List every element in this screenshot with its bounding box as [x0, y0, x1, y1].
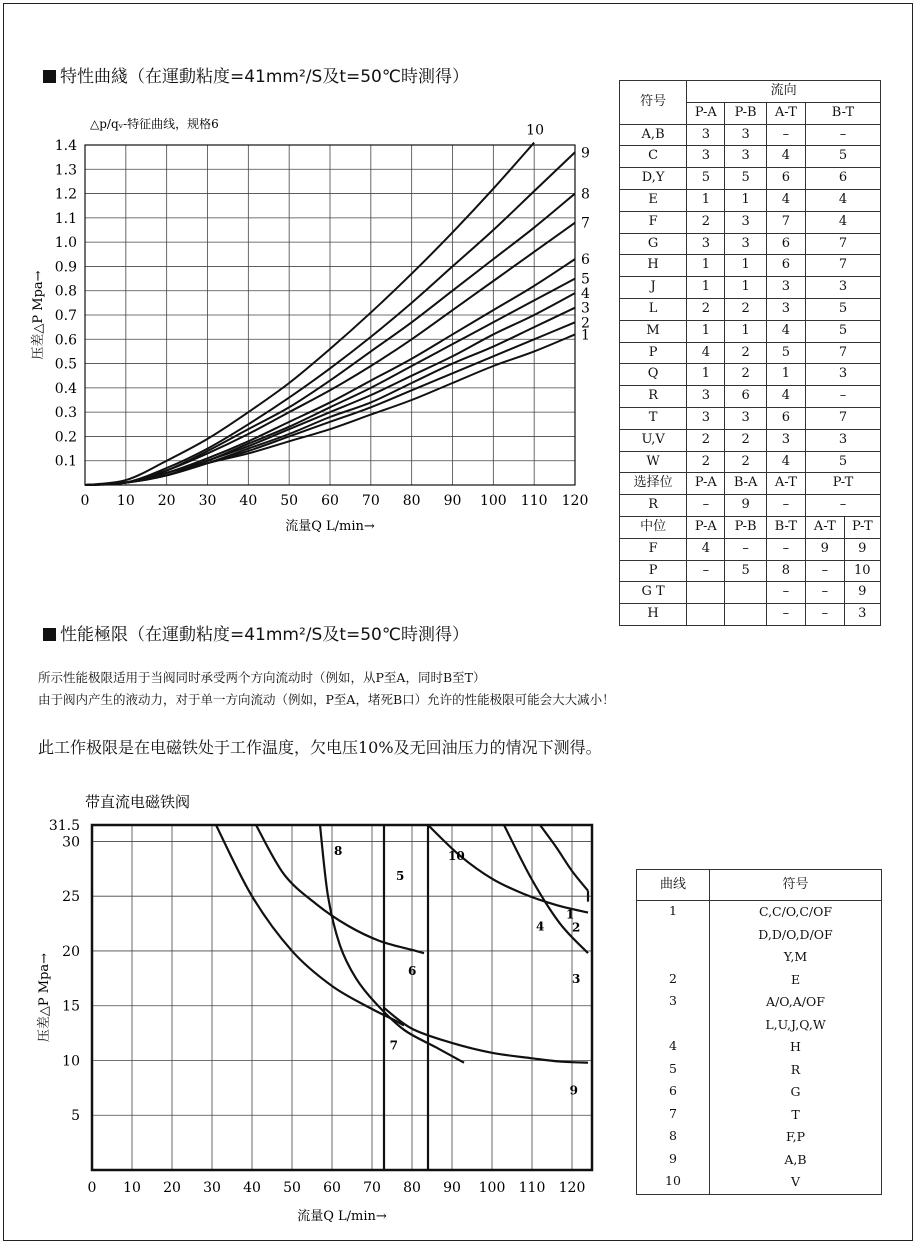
chart1-xtick: 80	[402, 493, 421, 509]
chart1-series-label: 6	[581, 252, 590, 269]
flow-table-cell: 6	[806, 168, 881, 190]
chart1-ytick: 0.9	[54, 259, 77, 276]
chart1-series-label: 10	[526, 122, 544, 139]
flow-table-col-header: P-B	[725, 102, 766, 124]
flow-table-cell: 3	[687, 233, 725, 255]
chart2-ylabel: 压差△P Mpa→	[37, 952, 52, 1043]
curve-number-cell: 6	[637, 1081, 710, 1104]
chart2-series-label: 1	[566, 907, 575, 922]
chart1-ytick: 0.3	[54, 405, 77, 422]
flow-table-cell: A,B	[620, 124, 687, 146]
flow-table-cell: L	[620, 298, 687, 320]
flow-table-row	[620, 407, 881, 429]
mid-cell: 3	[844, 604, 880, 626]
chart1-series-label: 1	[581, 327, 590, 344]
flow-table-cell: 6	[766, 233, 805, 255]
chart1-xtick: 40	[239, 493, 258, 509]
flow-table-cell: T	[620, 407, 687, 429]
chart2-series-7	[216, 825, 404, 1025]
flow-table-cell: 5	[766, 342, 805, 364]
flow-table-cell: 4	[766, 320, 805, 342]
curve-symbol-cell: T	[710, 1104, 882, 1127]
section2-title: 性能極限（在運動粘度=41mm²/S及t=50℃時測得）	[60, 625, 469, 645]
chart1-ytick: 1.2	[54, 186, 77, 203]
flow-table-cell: 2	[687, 211, 725, 233]
flow-table-row	[620, 124, 881, 146]
section2-heading	[43, 620, 469, 645]
curve-table-row	[637, 1059, 882, 1082]
flow-table-cell: 3	[766, 429, 805, 451]
flow-table-col-header: P-A	[687, 102, 725, 124]
chart2-series-label: 8	[334, 844, 343, 858]
chart2-series-label: 10	[448, 849, 465, 863]
flow-table-cell: R	[620, 386, 687, 408]
chart2-xtick: 60	[323, 1180, 341, 1196]
curve-number-cell: 10	[637, 1171, 710, 1194]
chart1-ytick: 1.0	[54, 235, 77, 252]
mid-cell: –	[766, 538, 805, 560]
flow-table-row	[620, 298, 881, 320]
flow-table-row	[620, 429, 881, 451]
chart2-xtick: 80	[403, 1180, 421, 1196]
chart2-ytick: 15	[62, 998, 80, 1015]
select-head-cell: B-A	[725, 473, 766, 495]
mid-cell: 10	[844, 560, 880, 582]
curve-symbol-cell: A,B	[710, 1149, 882, 1172]
flow-table-cell: F	[620, 211, 687, 233]
curve-symbol-cell: H	[710, 1036, 882, 1059]
flow-table-cell: 2	[725, 364, 766, 386]
flow-table-cell: 7	[766, 211, 805, 233]
flow-table-cell: 5	[806, 320, 881, 342]
chart1-series-label: 4	[581, 286, 590, 303]
flow-table-cell: 3	[687, 146, 725, 168]
flow-table-col-header: B-T	[806, 102, 881, 124]
chart1-subtitle: △p/qᵥ-特征曲线，规格6	[90, 117, 219, 131]
mid-head-cell: 中位	[620, 516, 687, 538]
chart1-xtick: 70	[361, 493, 380, 509]
curve-symbol-cell: F,P	[710, 1126, 882, 1149]
mid-cell: –	[806, 582, 845, 604]
chart1-ylabel: 压差△P Mpa→	[31, 270, 46, 360]
flow-table-cell: 3	[725, 211, 766, 233]
chart1-xtick: 0	[80, 493, 90, 509]
flow-direction-table	[619, 80, 881, 626]
chart1-xtick: 120	[561, 493, 589, 509]
flow-table-cell: 7	[806, 233, 881, 255]
chart2-ytick: 5	[71, 1108, 80, 1125]
curve-table-row	[637, 1171, 882, 1194]
select-head-cell: P-T	[806, 473, 881, 495]
flow-table-row	[620, 451, 881, 473]
curve-table-header-row	[637, 870, 882, 901]
flow-table-cell: 1	[725, 320, 766, 342]
flow-table-cell: 3	[725, 124, 766, 146]
curve-table-row	[637, 991, 882, 1036]
chart2-xtick: 30	[203, 1180, 221, 1196]
flow-table-cell: –	[766, 124, 805, 146]
curve-table-row	[637, 1081, 882, 1104]
chart1-xtick: 30	[198, 493, 217, 509]
characteristic-chart	[20, 115, 620, 535]
mid-cell: 8	[766, 560, 805, 582]
mid-row	[620, 604, 881, 626]
flow-table-cell: 2	[687, 451, 725, 473]
flow-table-cell: 1	[725, 255, 766, 277]
curve-number-cell: 8	[637, 1126, 710, 1149]
square-bullet-icon	[43, 628, 56, 641]
flow-table-cell: 6	[766, 255, 805, 277]
square-bullet-icon	[43, 70, 56, 83]
flow-table-cell: 1	[725, 189, 766, 211]
chart2-xtick: 10	[123, 1180, 141, 1196]
flow-table-cell: 5	[725, 168, 766, 190]
curve-table-header: 符号	[710, 870, 882, 901]
flow-table-cell: 4	[766, 386, 805, 408]
mid-head-cell: P-B	[725, 516, 766, 538]
flow-table-row	[620, 386, 881, 408]
flow-table-row	[620, 277, 881, 299]
select-head-cell: A-T	[766, 473, 805, 495]
flow-table-cell: E	[620, 189, 687, 211]
chart1-ytick: 1.4	[54, 138, 77, 154]
curve-number-cell: 3	[637, 991, 710, 1036]
flow-table-cell: 2	[725, 298, 766, 320]
curve-number-cell: 4	[637, 1036, 710, 1059]
chart2-title: 带直流电磁铁阀	[85, 793, 191, 811]
flow-table-direction-header: 流向	[687, 81, 881, 103]
flow-table-cell: 7	[806, 342, 881, 364]
mid-row	[620, 560, 881, 582]
mid-cell	[687, 582, 725, 604]
flow-table-row	[620, 146, 881, 168]
chart1-series-label: 8	[581, 186, 590, 203]
curve-symbol-cell: R	[710, 1059, 882, 1082]
flow-table-cell: 3	[687, 407, 725, 429]
curve-table-row	[637, 1104, 882, 1127]
flow-table-row	[620, 255, 881, 277]
chart1-xtick: 20	[157, 493, 176, 509]
chart2-xtick: 0	[87, 1180, 97, 1196]
mid-cell: –	[766, 604, 805, 626]
flow-table-cell: 3	[806, 429, 881, 451]
flow-table-cell: 1	[687, 189, 725, 211]
flow-table-cell: 2	[725, 342, 766, 364]
mid-cell: 9	[806, 538, 845, 560]
flow-table-header-row	[620, 81, 881, 103]
flow-table-cell: 4	[766, 451, 805, 473]
flow-table-cell: 2	[725, 451, 766, 473]
mid-cell: 9	[844, 582, 880, 604]
mid-row	[620, 538, 881, 560]
flow-table-cell: M	[620, 320, 687, 342]
flow-table-cell: G	[620, 233, 687, 255]
mid-cell: –	[806, 604, 845, 626]
chart1-ytick: 0.2	[54, 429, 77, 446]
mid-head-cell: B-T	[766, 516, 805, 538]
flow-table-cell: 4	[687, 342, 725, 364]
curve-symbol-cell: A/O,A/OF L,U,J,Q,W	[710, 991, 882, 1036]
chart2-series-label: 7	[389, 1038, 398, 1053]
chart1-ytick: 0.1	[54, 453, 77, 470]
limit-note-2: 由于阀内产生的液动力，对于单一方向流动（例如，P至A，堵死B口）允许的性能极限可能会大大减小！	[38, 692, 615, 707]
flow-table-cell: P	[620, 342, 687, 364]
chart2-ytick: 25	[62, 889, 80, 906]
flow-table-cell: 3	[687, 386, 725, 408]
flow-table-row	[620, 211, 881, 233]
chart1-ytick: 1.1	[54, 210, 77, 227]
curve-number-cell: 5	[637, 1059, 710, 1082]
curve-table-row	[637, 1036, 882, 1059]
mid-cell: 5	[725, 560, 766, 582]
mid-cell	[725, 582, 766, 604]
flow-table-cell: C	[620, 146, 687, 168]
flow-table-cell: U,V	[620, 429, 687, 451]
flow-table-cell: 6	[725, 386, 766, 408]
limit-note-1: 所示性能极限适用于当阀同时承受两个方向流动时（例如，从P至A，同时B至T）	[38, 670, 486, 685]
flow-table-row	[620, 233, 881, 255]
select-head-cell: 选择位	[620, 473, 687, 495]
chart2-ytick: 30	[62, 834, 80, 851]
flow-table-cell: 1	[687, 277, 725, 299]
flow-table-cell: 1	[687, 255, 725, 277]
curve-symbol-cell: E	[710, 969, 882, 992]
mid-cell: F	[620, 538, 687, 560]
chart1-series-label: 5	[581, 271, 590, 288]
flow-table-cell: W	[620, 451, 687, 473]
flow-table-cell: 2	[725, 429, 766, 451]
flow-table-row	[620, 364, 881, 386]
performance-limit-chart	[20, 785, 620, 1245]
chart2-xtick: 40	[243, 1180, 261, 1196]
mid-cell: 9	[844, 538, 880, 560]
mid-cell: –	[687, 560, 725, 582]
flow-table-cell: 6	[766, 407, 805, 429]
section1-title: 特性曲綫（在運動粘度=41mm²/S及t=50℃時測得）	[60, 67, 469, 87]
mid-cell: –	[806, 560, 845, 582]
mid-head-cell: P-A	[687, 516, 725, 538]
chart1-ytick: 0.7	[54, 308, 77, 324]
flow-table-cell: 1	[725, 277, 766, 299]
flow-table-row	[620, 342, 881, 364]
select-cell: 9	[725, 495, 766, 517]
chart2-xtick: 120	[558, 1180, 586, 1196]
flow-table-cell: 3	[725, 233, 766, 255]
flow-table-symbol-header: 符号	[620, 81, 687, 125]
flow-table-cell: Q	[620, 364, 687, 386]
chart2-plot-border	[92, 825, 592, 1170]
flow-table-cell: 5	[806, 298, 881, 320]
chart1-series-label: 9	[581, 145, 590, 162]
flow-table-cell: D,Y	[620, 168, 687, 190]
flow-table-cell: J	[620, 277, 687, 299]
chart1-ytick: 1.3	[54, 162, 77, 179]
flow-table-cell: 5	[687, 168, 725, 190]
mid-row	[620, 582, 881, 604]
flow-table-cell: 3	[806, 277, 881, 299]
chart2-ytick: 20	[62, 943, 80, 960]
curve-table-row	[637, 1126, 882, 1149]
mid-cell: H	[620, 604, 687, 626]
curve-symbol-table	[636, 869, 882, 1195]
select-cell: –	[687, 495, 725, 517]
section1-heading	[43, 62, 469, 87]
mid-cell: P	[620, 560, 687, 582]
chart2-series-label: 2	[572, 920, 581, 935]
mid-cell: 4	[687, 538, 725, 560]
chart1-series-label: 2	[581, 315, 590, 332]
curve-number-cell: 2	[637, 969, 710, 992]
mid-head-row	[620, 516, 881, 538]
curve-table-row	[637, 1149, 882, 1172]
flow-table-cell: 7	[806, 255, 881, 277]
chart2-xtick: 110	[518, 1180, 546, 1196]
select-cell: –	[766, 495, 805, 517]
flow-table-cell: 3	[687, 124, 725, 146]
chart2-xtick: 90	[443, 1180, 461, 1196]
flow-table-cell: 5	[806, 451, 881, 473]
chart1-xtick: 50	[280, 493, 299, 509]
mid-head-cell: A-T	[806, 516, 845, 538]
chart1-xtick: 60	[321, 493, 339, 509]
curve-symbol-cell: G	[710, 1081, 882, 1104]
flow-table-cell: 1	[766, 364, 805, 386]
chart1-xtick: 110	[520, 493, 548, 509]
chart1-xtick: 90	[443, 493, 462, 509]
chart2-series-label: 4	[536, 919, 545, 934]
chart2-ytick: 10	[62, 1053, 80, 1070]
select-row	[620, 495, 881, 517]
flow-table-cell: 4	[806, 211, 881, 233]
flow-table-col-header: A-T	[766, 102, 805, 124]
flow-table-cell: –	[806, 386, 881, 408]
flow-table-cell: 2	[687, 429, 725, 451]
mid-cell: G T	[620, 582, 687, 604]
mid-cell: –	[725, 538, 766, 560]
flow-table-cell: 1	[687, 320, 725, 342]
curve-number-cell: 9	[637, 1149, 710, 1172]
chart1-series-label: 7	[581, 215, 590, 232]
chart2-series-label: 3	[572, 972, 581, 987]
flow-table-row	[620, 320, 881, 342]
chart1-xtick: 10	[116, 493, 135, 509]
mid-cell	[725, 604, 766, 626]
flow-table-cell: 2	[687, 298, 725, 320]
chart1-xlabel: 流量Q L/min→	[285, 519, 375, 534]
flow-table-row	[620, 168, 881, 190]
select-head-row	[620, 473, 881, 495]
chart2-series-label: 9	[569, 1083, 578, 1098]
curve-table-row	[637, 969, 882, 992]
flow-table-cell: 4	[766, 189, 805, 211]
mid-cell: –	[766, 582, 805, 604]
chart2-xlabel: 流量Q L/min→	[297, 1209, 387, 1224]
flow-table-cell: 4	[806, 189, 881, 211]
chart2-xtick: 50	[283, 1180, 301, 1196]
chart1-ytick: 0.6	[54, 332, 77, 349]
mid-head-cell: P-T	[844, 516, 880, 538]
flow-table-cell: 3	[725, 146, 766, 168]
flow-table-row	[620, 189, 881, 211]
curve-number-cell: 1	[637, 901, 710, 969]
chart2-xtick: 20	[163, 1180, 181, 1196]
curve-table-header: 曲线	[637, 870, 710, 901]
test-condition-note: 此工作极限是在电磁铁处于工作温度，欠电压10%及无回油压力的情况下测得。	[38, 738, 602, 757]
flow-table-cell: H	[620, 255, 687, 277]
chart1-ytick: 0.4	[54, 380, 77, 397]
flow-table-cell: 3	[806, 364, 881, 386]
chart2-series-1	[540, 825, 588, 891]
flow-table-cell: 6	[766, 168, 805, 190]
curve-table-row	[637, 901, 882, 969]
curve-number-cell: 7	[637, 1104, 710, 1127]
flow-table-cell: 5	[806, 146, 881, 168]
chart1-ytick: 0.8	[54, 283, 77, 300]
curve-symbol-cell: V	[710, 1171, 882, 1194]
chart2-ytick: 31.5	[48, 818, 80, 834]
chart1-series-label: 3	[581, 300, 590, 317]
flow-table-cell: 1	[687, 364, 725, 386]
chart2-xtick: 70	[363, 1180, 381, 1196]
curve-symbol-cell: C,C/O,C/OF D,D/O,D/OF Y,M	[710, 901, 882, 969]
select-cell: R	[620, 495, 687, 517]
flow-table-cell: 3	[725, 407, 766, 429]
select-cell: –	[806, 495, 881, 517]
flow-table-cell: –	[806, 124, 881, 146]
chart2-series-label: 5	[396, 869, 405, 883]
chart1-xtick: 100	[479, 493, 507, 509]
flow-table-cell: 3	[766, 277, 805, 299]
flow-table-cell: 3	[766, 298, 805, 320]
chart2-xtick: 100	[478, 1180, 506, 1196]
flow-table-cell: 7	[806, 407, 881, 429]
select-head-cell: P-A	[687, 473, 725, 495]
chart2-series-label: 6	[408, 964, 417, 979]
chart1-ytick: 0.5	[54, 356, 77, 373]
mid-cell	[687, 604, 725, 626]
flow-table-cell: 4	[766, 146, 805, 168]
